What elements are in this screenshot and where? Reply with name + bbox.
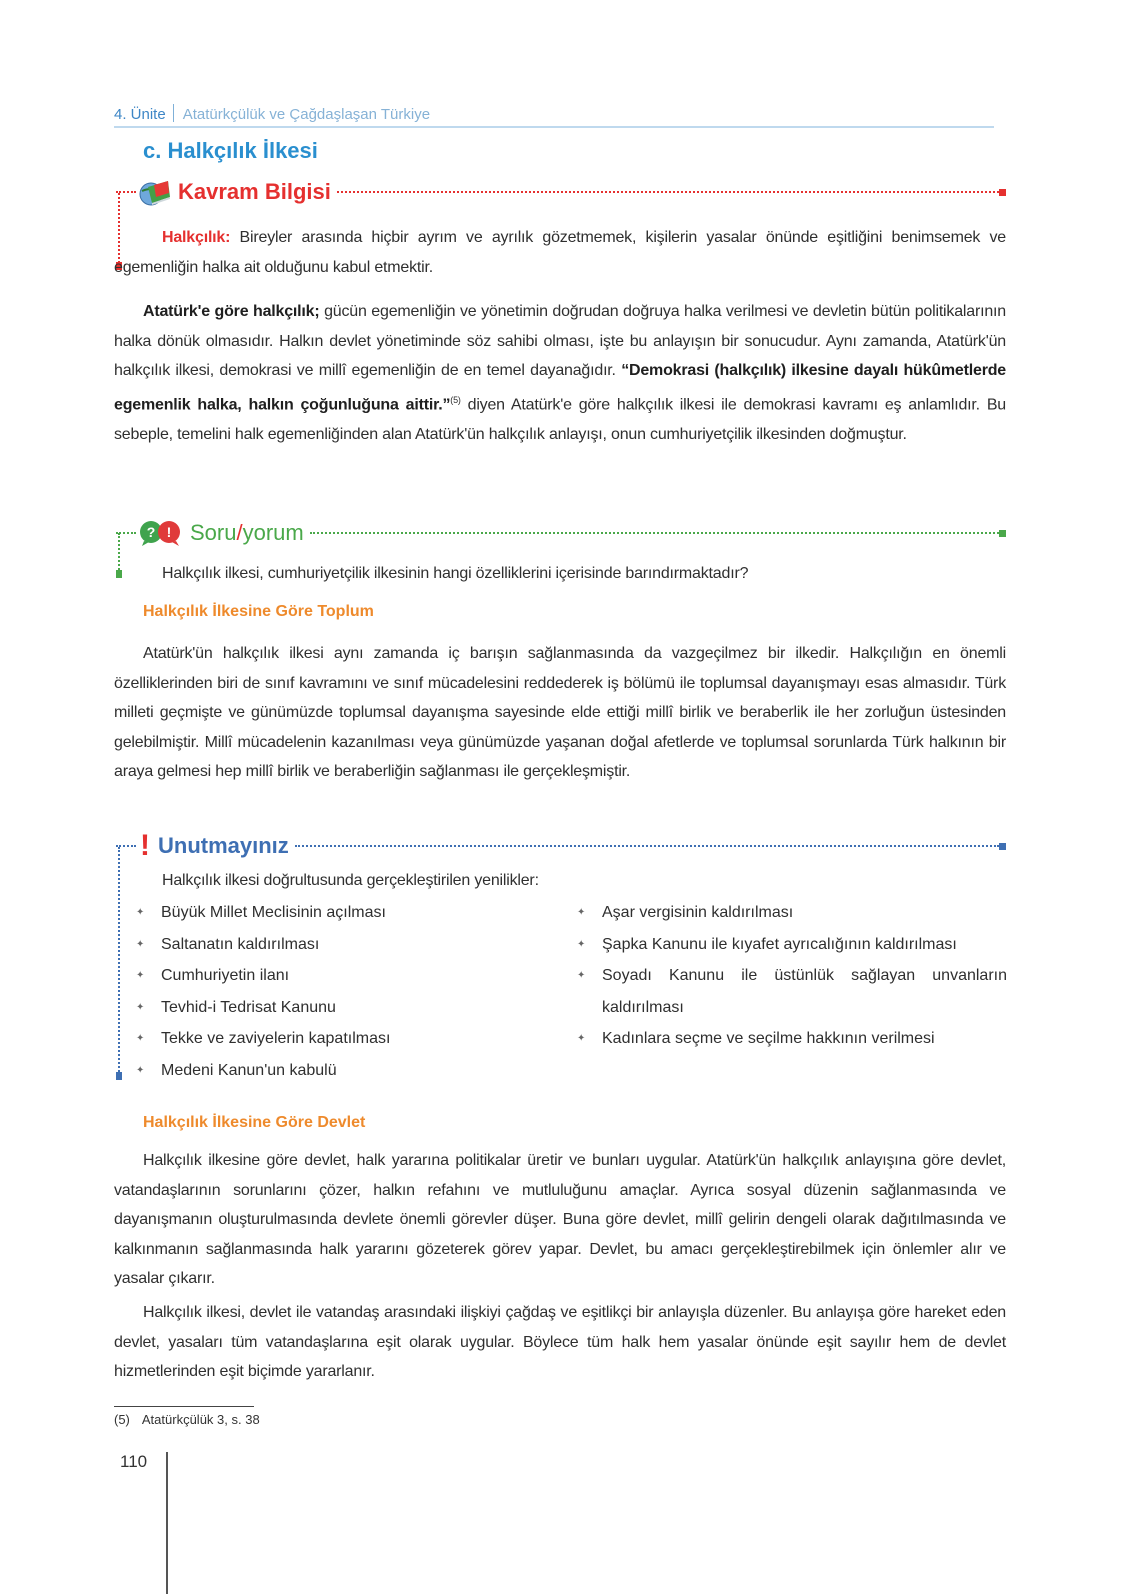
book-globe-icon — [138, 177, 172, 207]
soru-box-header — [116, 518, 1006, 548]
unutmayiniz-intro: Halkçılık ilkesi doğrultusunda gerçekleştirilen yenilikler: — [162, 872, 539, 889]
unutmayiniz-box-marker — [116, 1072, 122, 1080]
devlet-paragraph-2: Halkçılık ilkesi, devlet ile vatandaş arasındaki ilişkiyi çağdaş ve eşitlikçi bir anlayışla düzenler. Bu anlayışa göre hareket eden devlet, yasaları tüm vatandaşlarına eşit olarak uygular. Böylece tüm halk hem yasalar önünde eşit sayılır hem de devlet hizmetlerinden eşit biçimde yararlanır. — [114, 1304, 1006, 1381]
reforms-list-right — [577, 897, 1007, 1055]
unutmayiniz-box-end-marker — [999, 843, 1006, 850]
footnote-number: (5) — [114, 1412, 130, 1427]
list-item: ✦ Şapka Kanunu ile kıyafet ayrıcalığının kaldırılması — [577, 929, 1007, 961]
running-header — [114, 104, 994, 128]
unutmayiniz-box-border — [118, 847, 120, 1072]
list-item: ✦ Cumhuriyetin ilanı — [136, 960, 536, 992]
toplum-subheading: Halkçılık İlkesine Göre Toplum — [143, 603, 374, 620]
list-item: ✦ Saltanatın kaldırılması — [136, 929, 536, 961]
intro-paragraph: Atatürk'e göre halkçılık; gücün egemenliğin ve yönetimin doğrudan doğruya halka verilmesi ve devletin bütün politikalarının halka dönük olmasıdır. Halkın devlet yönetiminde söz sahibi olması, işte bu anlayışın bir sonucudur. Aynı zamanda, Atatürk'ün halkçılık ilkesi, demokrasi ve millî egemenliğin de en temel dayanağıdır. “Demokrasi (halkçılık) ilkesine dayalı hükûmetlerde egemenlik halka, halkın çoğunluğuna aittir.”$^{(5)}$ diyen Atatürk'e göre halkçılık ilkesi ile demokrasi kavramı eş anlamlıdır. Bu sebeple, temelini halk egemenliğinden alan Atatürk'ün halkçılık anlayışı, onun cumhuriyetçilik ilkesinden doğmuştur. — [114, 303, 1007, 443]
footnote-text: Atatürkçülük 3, s. 38 — [141, 1412, 260, 1427]
kavram-term: Halkçılık: — [162, 229, 231, 246]
svg-text:!: ! — [166, 524, 172, 540]
unit-label: 4. Ünite — [114, 106, 166, 123]
footnote-ref: (5) — [450, 394, 461, 405]
reforms-list-left — [136, 897, 536, 1086]
intro-lead: Atatürk'e göre halkçılık; — [143, 303, 320, 320]
soru-box-title: Soru/yorum — [190, 520, 304, 545]
devlet-subheading: Halkçılık İlkesine Göre Devlet — [143, 1114, 366, 1131]
chapter-title: Atatürkçülük ve Çağdaşlaşan Türkiye — [182, 106, 431, 123]
soru-box-marker — [116, 570, 122, 578]
list-item: ✦ Kadınlara seçme ve seçilme hakkının verilmesi — [577, 1023, 1007, 1055]
list-item: ✦ Büyük Millet Meclisinin açılması — [136, 897, 536, 929]
kavram-box-end-marker — [999, 189, 1006, 196]
svg-text:?: ? — [146, 524, 156, 540]
page-number: 110 — [120, 1452, 148, 1471]
kavram-box-header — [116, 177, 1006, 207]
unutmayiniz-box-header — [116, 831, 1006, 861]
list-item: ✦ Medeni Kanun'un kabulü — [136, 1055, 536, 1087]
unutmayiniz-box-title: Unutmayınız — [158, 833, 289, 858]
section-title: c. Halkçılık İlkesi — [143, 138, 318, 163]
ataturk-quote: “Demokrasi (halkçılık) ilkesine dayalı hükûmetlerde egemenlik halka, halkın çoğunluğuna aittir.” — [114, 362, 1006, 414]
kavram-box-title: Kavram Bilgisi — [178, 179, 331, 204]
devlet-paragraph-1: Halkçılık ilkesine göre devlet, halk yararına politikalar üretir ve bunları uygular. Atatürk'ün halkçılık anlayışına göre devlet, vatandaşlarının sorunlarını çözer, halkın refahını ve mutluluğunu amaçlar. Ayrıca sosyal düzenin sağlanmasında ve dayanışmanın oluşturulmasında devlete önemli görevler düşer. Buna göre devlet, millî gelirin dengeli olarak dağıtılmasında ve kalkınmanın sağlanmasında halk yararını gözeterek görev yapar. Devlet, bu amacı gerçekleştirebilmek için önlemler alır ve yasalar çıkarır. — [114, 1152, 1006, 1288]
footnote-divider — [114, 1406, 254, 1407]
list-item: ✦ Tevhid-i Tedrisat Kanunu — [136, 992, 536, 1024]
toplum-paragraph: Atatürk'ün halkçılık ilkesi aynı zamanda iç barışın sağlanmasında da vazgeçilmez bir ilkedir. Halkçılığın en önemli özelliklerinden biri de sınıf kavramını ve sınıf mücadelesini reddederek iş bölümü ile toplumsal dayanışmayı esas almasıdır. Türk milleti geçmişte ve günümüzde toplumsal dayanışma sayesinde elde ettiği millî birlik ve beraberlik ile her zorluğun üstesinden gelebilmiştir. Millî mücadelenin kazanılması veya günümüzde yaşanan doğal afetlerde ve toplumsal sorunlarda Türk halkının bir araya gelmesi hep millî birlik ve beraberliğin sağlanması ile gerçekleşmiştir. — [114, 645, 1006, 781]
header-divider — [173, 104, 174, 122]
footnote — [114, 1412, 260, 1427]
list-item: ✦ Aşar vergisinin kaldırılması — [577, 897, 1007, 929]
soru-box-end-marker — [999, 530, 1006, 537]
list-item: ✦ Soyadı Kanunu ile üstünlük sağlayan unvanların kaldırılması — [577, 960, 1007, 1023]
exclamation-icon: ! — [140, 829, 150, 862]
kavram-definition: Halkçılık: Bireyler arasında hiçbir ayrım ve ayrılık gözetmemek, kişilerin yasalar önünde eşitliğini benimsemek ve egemenliğin halka ait olduğunu kabul etmektir. — [114, 229, 1006, 276]
soru-question: Halkçılık ilkesi, cumhuriyetçilik ilkesinin hangi özelliklerini içerisinde barındırmaktadır? — [162, 565, 749, 582]
question-exclamation-bubbles-icon — [138, 519, 184, 547]
page-number-rule — [166, 1452, 168, 1594]
list-item: ✦ Tekke ve zaviyelerin kapatılması — [136, 1023, 536, 1055]
